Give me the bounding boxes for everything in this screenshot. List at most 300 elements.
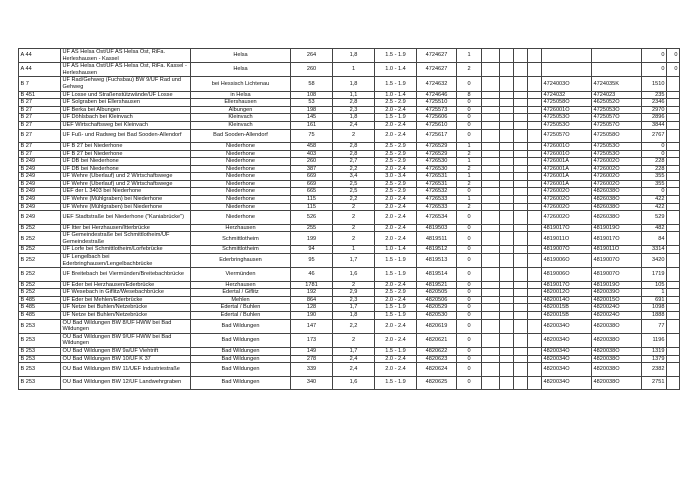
extra-cell <box>667 254 680 268</box>
part-number-cell: 1 <box>457 173 482 181</box>
height-class-cell: 1.5 - 1.9 <box>375 114 417 122</box>
structure-id-cell: 4819513 <box>417 254 457 268</box>
empty-cell <box>514 289 528 297</box>
part-number-cell: 0 <box>457 254 482 268</box>
table-row <box>19 311 680 319</box>
road-cell: B 249 <box>19 158 61 166</box>
road-cell: B 485 <box>19 296 61 304</box>
description-cell: OU Bad Wildungen BW 8/UF HWW bei Bad Wildungen <box>61 319 191 333</box>
extra-cell <box>667 188 680 196</box>
length-cell: 173 <box>291 333 333 347</box>
section-to-cell: 4820039O <box>592 289 642 297</box>
part-number-cell: 0 <box>457 106 482 114</box>
height-class-cell: 2.5 - 2.9 <box>375 99 417 107</box>
empty-cell <box>482 165 500 173</box>
structure-id-cell: 4726530 <box>417 158 457 166</box>
height-class-cell: 1.5 - 1.9 <box>375 376 417 389</box>
road-cell: B 27 <box>19 129 61 142</box>
structure-id-cell: 4819521 <box>417 281 457 289</box>
length-cell: 1781 <box>291 281 333 289</box>
structure-id-cell: 4820624 <box>417 363 457 376</box>
description-cell: OU Bad Wildungen BW 10/UF K 37 <box>61 355 191 363</box>
section-from-cell: 4726002O <box>542 196 592 204</box>
extra-cell <box>667 114 680 122</box>
empty-cell <box>514 63 528 77</box>
empty-cell <box>500 49 514 63</box>
empty-cell <box>528 106 542 114</box>
width-cell: 2,3 <box>333 296 375 304</box>
description-cell: UF Berka bei Albungen <box>61 106 191 114</box>
structure-id-cell: 4725610 <box>417 121 457 129</box>
height-class-cell: 2.5 - 2.9 <box>375 150 417 158</box>
part-number-cell: 0 <box>457 224 482 232</box>
extra-cell <box>667 224 680 232</box>
place-cell: Viermünden <box>191 268 291 281</box>
empty-cell <box>514 268 528 281</box>
width-cell: 2,8 <box>333 142 375 150</box>
extra-cell <box>667 99 680 107</box>
table-row <box>19 121 680 129</box>
empty-cell <box>514 165 528 173</box>
part-number-cell: 2 <box>457 180 482 188</box>
extra-cell <box>667 196 680 204</box>
empty-cell <box>482 106 500 114</box>
value-cell: 1379 <box>642 355 667 363</box>
structure-id-cell: 4726534 <box>417 211 457 224</box>
section-from-cell: 4726001A <box>542 158 592 166</box>
place-cell: Niederhone <box>191 180 291 188</box>
empty-cell <box>482 289 500 297</box>
section-from-cell: 4726001O <box>542 106 592 114</box>
section-from-cell: 4819011O <box>542 232 592 246</box>
description-cell: UF Wehre (Überlauf) und 2 Wirtschaftswege <box>61 173 191 181</box>
description-cell: UF AS Helsa Ost/UF AS Helsa Ost, RiFa. Herleshausen - Kassel <box>61 49 191 63</box>
length-cell: 199 <box>291 232 333 246</box>
empty-cell <box>500 158 514 166</box>
table-row <box>19 173 680 181</box>
value-cell: 0 <box>642 49 667 63</box>
height-class-cell: 2.5 - 2.9 <box>375 188 417 196</box>
place-cell: Bad Wildungen <box>191 319 291 333</box>
extra-cell <box>667 106 680 114</box>
height-class-cell: 1.5 - 1.9 <box>375 347 417 355</box>
length-cell: 128 <box>291 304 333 312</box>
empty-cell <box>500 77 514 91</box>
table-row <box>19 319 680 333</box>
table-row <box>19 158 680 166</box>
description-cell: UF Wehre (Mühlgraben) bei Niederhone <box>61 203 191 211</box>
value-cell: 84 <box>642 232 667 246</box>
table-row <box>19 224 680 232</box>
part-number-cell: 0 <box>457 355 482 363</box>
part-number-cell: 2 <box>457 165 482 173</box>
empty-cell <box>514 363 528 376</box>
table-row <box>19 63 680 77</box>
extra-cell <box>667 165 680 173</box>
value-cell: 0 <box>642 63 667 77</box>
section-from-cell: 4726001A <box>542 173 592 181</box>
empty-cell <box>514 254 528 268</box>
length-cell: 198 <box>291 106 333 114</box>
empty-cell <box>514 319 528 333</box>
road-cell: B 252 <box>19 232 61 246</box>
empty-cell <box>528 180 542 188</box>
road-cell: B 485 <box>19 311 61 319</box>
section-from-cell: 4819006O <box>542 254 592 268</box>
road-cell: B 253 <box>19 333 61 347</box>
section-to-cell: 4820024O <box>592 311 642 319</box>
description-cell: OU Bad Wildungen BW 9a/UF Viehtrift <box>61 347 191 355</box>
width-cell: 1 <box>333 246 375 254</box>
section-to-cell: 4819007O <box>592 268 642 281</box>
empty-cell <box>514 333 528 347</box>
section-to-cell: 4819019O <box>592 281 642 289</box>
extra-cell <box>667 376 680 389</box>
extra-cell <box>667 311 680 319</box>
height-class-cell: 2.5 - 2.9 <box>375 142 417 150</box>
description-cell: UF Breitebach bei Viermünden/Breitebachbrücke <box>61 268 191 281</box>
section-from-cell: 4725053O <box>542 114 592 122</box>
structure-id-cell: 4726530 <box>417 165 457 173</box>
table-row <box>19 129 680 142</box>
description-cell: UF DB bei Niederhone <box>61 165 191 173</box>
width-cell: 2,3 <box>333 106 375 114</box>
description-cell: UF B 27 bei Niederhone <box>61 150 191 158</box>
road-cell: B 252 <box>19 224 61 232</box>
road-cell: B 253 <box>19 376 61 389</box>
structure-id-cell: 4819512 <box>417 246 457 254</box>
structure-id-cell: 4820619 <box>417 319 457 333</box>
place-cell: Niederhone <box>191 165 291 173</box>
height-class-cell: 2.0 - 2.4 <box>375 232 417 246</box>
height-class-cell: 2.0 - 2.4 <box>375 203 417 211</box>
empty-cell <box>528 99 542 107</box>
width-cell: 2,4 <box>333 355 375 363</box>
description-cell: UF AS Helsa Ost/UF AS Helsa Ost, RiFa. Kassel - Herleshausen <box>61 63 191 77</box>
table-row <box>19 91 680 99</box>
place-cell: Bad Wildungen <box>191 347 291 355</box>
empty-cell <box>482 129 500 142</box>
empty-cell <box>528 77 542 91</box>
height-class-cell: 2.0 - 2.4 <box>375 224 417 232</box>
extra-cell <box>667 211 680 224</box>
extra-cell <box>667 333 680 347</box>
section-from-cell: 4726002O <box>542 203 592 211</box>
road-cell: B 252 <box>19 289 61 297</box>
section-from-cell: 4726001A <box>542 180 592 188</box>
section-to-cell: 4826038O <box>592 211 642 224</box>
value-cell: 691 <box>642 296 667 304</box>
road-cell: B 249 <box>19 188 61 196</box>
height-class-cell: 2.0 - 2.4 <box>375 196 417 204</box>
road-cell: B 249 <box>19 173 61 181</box>
length-cell: 255 <box>291 224 333 232</box>
empty-cell <box>514 121 528 129</box>
section-from-cell <box>542 63 592 77</box>
empty-cell <box>528 376 542 389</box>
width-cell: 2,2 <box>333 196 375 204</box>
place-cell: Niederhone <box>191 158 291 166</box>
empty-cell <box>528 311 542 319</box>
empty-cell <box>482 173 500 181</box>
empty-cell <box>482 49 500 63</box>
table-row <box>19 99 680 107</box>
height-class-cell: 2.0 - 2.4 <box>375 355 417 363</box>
road-cell: B 253 <box>19 347 61 355</box>
section-to-cell: 4820038O <box>592 319 642 333</box>
width-cell: 1,7 <box>333 304 375 312</box>
section-to-cell: 4820038O <box>592 347 642 355</box>
place-cell: Bad Sooden-Allendorf <box>191 129 291 142</box>
length-cell: 339 <box>291 363 333 376</box>
value-cell: 105 <box>642 281 667 289</box>
empty-cell <box>528 203 542 211</box>
height-class-cell: 1.5 - 1.9 <box>375 304 417 312</box>
place-cell: bei Hessisch Lichtenau <box>191 77 291 91</box>
table-row <box>19 142 680 150</box>
length-cell: 669 <box>291 173 333 181</box>
table-row <box>19 49 680 63</box>
part-number-cell: 0 <box>457 347 482 355</box>
empty-cell <box>482 114 500 122</box>
empty-cell <box>482 363 500 376</box>
road-cell: B 451 <box>19 91 61 99</box>
empty-cell <box>528 121 542 129</box>
place-cell: Ellershausen <box>191 99 291 107</box>
empty-cell <box>514 99 528 107</box>
height-class-cell: 2.0 - 2.4 <box>375 333 417 347</box>
empty-cell <box>514 106 528 114</box>
section-to-cell: 4820038O <box>592 363 642 376</box>
place-cell: Mehlen <box>191 296 291 304</box>
empty-cell <box>482 281 500 289</box>
place-cell: Bad Wildungen <box>191 376 291 389</box>
table-row <box>19 363 680 376</box>
empty-cell <box>514 49 528 63</box>
section-to-cell: 4726002O <box>592 165 642 173</box>
place-cell: Kleinvach <box>191 114 291 122</box>
extra-cell <box>667 158 680 166</box>
extra-cell <box>667 347 680 355</box>
empty-cell <box>500 211 514 224</box>
structure-id-cell: 4819514 <box>417 268 457 281</box>
length-cell: 53 <box>291 99 333 107</box>
section-from-cell: 4725058O <box>542 99 592 107</box>
extra-cell <box>667 142 680 150</box>
value-cell: 3844 <box>642 121 667 129</box>
height-class-cell: 1.5 - 1.9 <box>375 49 417 63</box>
place-cell: Herzhausen <box>191 224 291 232</box>
extra-cell <box>667 268 680 281</box>
part-number-cell: 0 <box>457 363 482 376</box>
part-number-cell: 0 <box>457 121 482 129</box>
empty-cell <box>514 142 528 150</box>
description-cell: UEF Stadtstraße bei Niederhone ("Kaniabrücke") <box>61 211 191 224</box>
empty-cell <box>528 129 542 142</box>
structure-id-cell: 4725606 <box>417 114 457 122</box>
height-class-cell: 1.5 - 1.9 <box>375 311 417 319</box>
place-cell: Niederhone <box>191 203 291 211</box>
empty-cell <box>514 376 528 389</box>
value-cell: 1196 <box>642 333 667 347</box>
length-cell: 192 <box>291 289 333 297</box>
section-from-cell: 4820015B <box>542 311 592 319</box>
empty-cell <box>514 281 528 289</box>
extra-cell <box>667 121 680 129</box>
empty-cell <box>528 304 542 312</box>
height-class-cell: 1.0 - 1.4 <box>375 91 417 99</box>
length-cell: 108 <box>291 91 333 99</box>
value-cell: 1 <box>642 289 667 297</box>
empty-cell <box>482 203 500 211</box>
value-cell: 1319 <box>642 347 667 355</box>
place-cell: Edertal / Giflitz <box>191 289 291 297</box>
empty-cell <box>482 355 500 363</box>
value-cell: 235 <box>642 91 667 99</box>
empty-cell <box>482 376 500 389</box>
width-cell: 2,5 <box>333 188 375 196</box>
section-from-cell: 4820014O <box>542 296 592 304</box>
empty-cell <box>500 150 514 158</box>
empty-cell <box>514 77 528 91</box>
structure-id-cell: 4820621 <box>417 333 457 347</box>
width-cell: 2,2 <box>333 165 375 173</box>
width-cell: 1 <box>333 63 375 77</box>
value-cell: 228 <box>642 165 667 173</box>
description-cell: UF B 27 bei Niederhone <box>61 142 191 150</box>
width-cell: 1,1 <box>333 91 375 99</box>
width-cell: 2 <box>333 281 375 289</box>
length-cell: 145 <box>291 114 333 122</box>
length-cell: 46 <box>291 268 333 281</box>
value-cell: 2767 <box>642 129 667 142</box>
empty-cell <box>528 165 542 173</box>
empty-cell <box>500 165 514 173</box>
part-number-cell: 8 <box>457 91 482 99</box>
empty-cell <box>500 355 514 363</box>
road-cell: B 249 <box>19 196 61 204</box>
place-cell: Bad Wildungen <box>191 363 291 376</box>
section-from-cell <box>542 49 592 63</box>
part-number-cell: 0 <box>457 268 482 281</box>
description-cell: UF Wesebach in Giflitz/Wesebachbrücke <box>61 289 191 297</box>
height-class-cell: 2.0 - 2.4 <box>375 129 417 142</box>
structure-id-cell: 4820505 <box>417 289 457 297</box>
empty-cell <box>500 188 514 196</box>
section-from-cell: 4726001A <box>542 165 592 173</box>
section-to-cell: 4820038O <box>592 376 642 389</box>
value-cell: 2346 <box>642 99 667 107</box>
length-cell: 387 <box>291 165 333 173</box>
structure-id-cell: 4819503 <box>417 224 457 232</box>
road-cell: B 27 <box>19 106 61 114</box>
value-cell: 3420 <box>642 254 667 268</box>
description-cell: UF Solgraben bei Ellershausen <box>61 99 191 107</box>
structure-id-cell: 4724627 <box>417 63 457 77</box>
width-cell: 1,6 <box>333 376 375 389</box>
structure-id-cell: 4820506 <box>417 296 457 304</box>
empty-cell <box>482 150 500 158</box>
value-cell: 2970 <box>642 106 667 114</box>
empty-cell <box>482 311 500 319</box>
height-class-cell: 2.0 - 2.4 <box>375 211 417 224</box>
part-number-cell: 0 <box>457 129 482 142</box>
road-cell: B 249 <box>19 211 61 224</box>
width-cell: 2 <box>333 232 375 246</box>
road-cell: B 249 <box>19 203 61 211</box>
part-number-cell: 0 <box>457 304 482 312</box>
empty-cell <box>528 246 542 254</box>
empty-cell <box>528 63 542 77</box>
road-cell: A 44 <box>19 63 61 77</box>
empty-cell <box>514 304 528 312</box>
section-to-cell: 4726002O <box>592 173 642 181</box>
width-cell: 1,6 <box>333 268 375 281</box>
section-from-cell: 4820034O <box>542 363 592 376</box>
height-class-cell: 2.0 - 2.4 <box>375 106 417 114</box>
section-to-cell: 4725053O <box>592 150 642 158</box>
empty-cell <box>482 91 500 99</box>
height-class-cell: 1.5 - 1.9 <box>375 268 417 281</box>
section-from-cell: 4819007O <box>542 246 592 254</box>
place-cell: Niederhone <box>191 142 291 150</box>
empty-cell <box>482 246 500 254</box>
empty-cell <box>482 63 500 77</box>
empty-cell <box>528 268 542 281</box>
extra-cell <box>667 296 680 304</box>
empty-cell <box>482 232 500 246</box>
width-cell: 2,2 <box>333 319 375 333</box>
table-row <box>19 268 680 281</box>
extra-cell: 0 <box>667 63 680 77</box>
part-number-cell: 1 <box>457 142 482 150</box>
width-cell: 2 <box>333 129 375 142</box>
value-cell: 2896 <box>642 114 667 122</box>
description-cell: OU Bad Wildungen BW 9/UF HWW bei Bad Wildungen <box>61 333 191 347</box>
length-cell: 161 <box>291 121 333 129</box>
road-cell: B 249 <box>19 180 61 188</box>
extra-cell <box>667 289 680 297</box>
empty-cell <box>528 363 542 376</box>
empty-cell <box>500 376 514 389</box>
description-cell: UF Fuß- und Radweg bei Bad Sooden-Allendorf <box>61 129 191 142</box>
place-cell: Bad Wildungen <box>191 333 291 347</box>
empty-cell <box>528 232 542 246</box>
empty-cell <box>528 211 542 224</box>
height-class-cell: 2.0 - 2.4 <box>375 165 417 173</box>
table-row <box>19 203 680 211</box>
empty-cell <box>482 211 500 224</box>
part-number-cell: 0 <box>457 289 482 297</box>
place-cell: Helsa <box>191 63 291 77</box>
extra-cell <box>667 203 680 211</box>
structure-id-cell: 4820529 <box>417 304 457 312</box>
empty-cell <box>500 281 514 289</box>
value-cell: 355 <box>642 180 667 188</box>
part-number-cell: 0 <box>457 232 482 246</box>
length-cell: 190 <box>291 311 333 319</box>
empty-cell <box>500 129 514 142</box>
width-cell: 2,9 <box>333 289 375 297</box>
bridge-table-sheet <box>18 48 680 390</box>
width-cell: 2,5 <box>333 180 375 188</box>
extra-cell <box>667 173 680 181</box>
section-to-cell: 4724023 <box>592 91 642 99</box>
empty-cell <box>528 224 542 232</box>
structure-id-cell: 4726532 <box>417 188 457 196</box>
value-cell: 1888 <box>642 311 667 319</box>
width-cell: 3,4 <box>333 173 375 181</box>
